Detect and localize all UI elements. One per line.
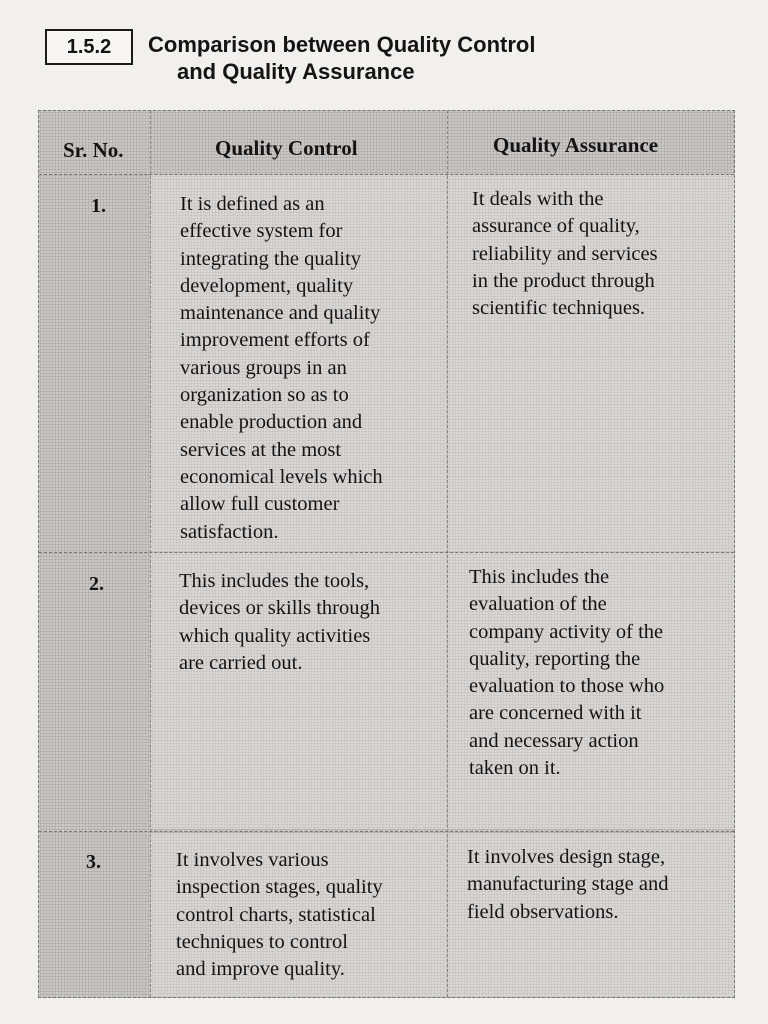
- row-divider: [39, 831, 734, 832]
- row-1-quality-control: It is defined as an effective system for integrating the quality development, quality maintenance and quality improvement efforts of various groups in an organization so as to enable production and services at the most economical levels which allow full customer satisfaction.: [180, 193, 383, 543]
- row-2-quality-assurance: This includes the evaluation of the company activity of the quality, reporting the evaluation to those who are concerned with it and necessary action taken on it.: [469, 566, 665, 780]
- comparison-table: [38, 110, 735, 998]
- row-3-sr-no: 3.: [86, 851, 101, 873]
- header-divider: [39, 174, 734, 175]
- row-divider: [39, 552, 734, 553]
- row-3-quality-assurance: It involves design stage, manufacturing stage and field observations.: [467, 846, 669, 923]
- section-number: 1.5.2: [45, 29, 133, 65]
- column-divider: [150, 111, 151, 997]
- row-2-quality-control: This includes the tools, devices or skills through which quality activities are carried out.: [179, 570, 380, 674]
- header-quality-control: Quality Control: [215, 136, 358, 160]
- row-3-quality-control: It involves various inspection stages, quality control charts, statistical techniques to control and improve quality.: [176, 849, 383, 981]
- header-quality-assurance: Quality Assurance: [493, 133, 659, 157]
- row-1-quality-assurance: It deals with the assurance of quality, reliability and services in the product through scientific techniques.: [472, 188, 658, 320]
- section-title-line-2: and Quality Assurance: [177, 59, 415, 84]
- row-2-sr-no: 2.: [89, 573, 104, 595]
- row-1-sr-no: 1.: [91, 195, 106, 217]
- header-sr-no: Sr. No.: [63, 138, 124, 162]
- section-title: [148, 31, 708, 85]
- column-divider: [447, 111, 448, 997]
- section-title-line-1: Comparison between Quality Control: [148, 32, 536, 57]
